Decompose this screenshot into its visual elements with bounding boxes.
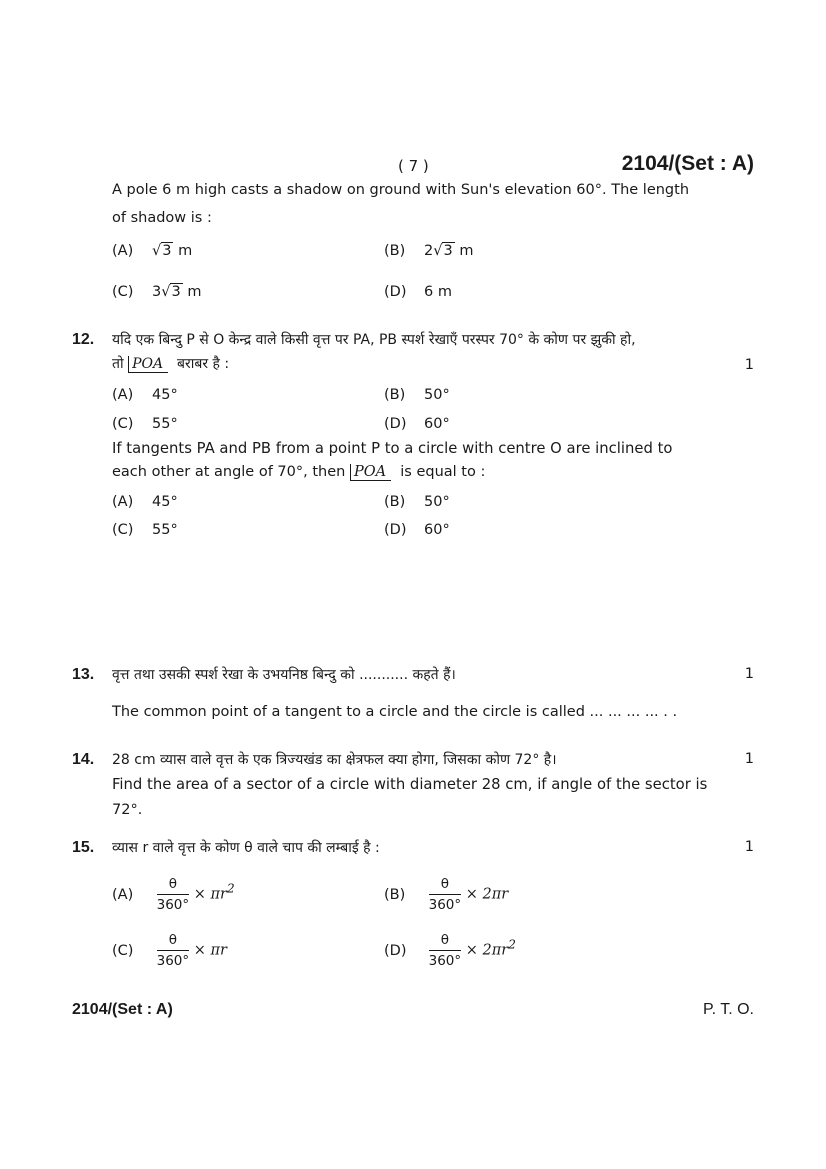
pto-label: P. T. O.	[703, 1001, 754, 1018]
q12-en-option-c: (C) 55°	[112, 522, 178, 538]
option-letter: (C)	[112, 284, 134, 300]
q12-hi-option-d: (D) 60°	[384, 416, 450, 432]
angle-poa: POA	[128, 356, 168, 373]
q11-option-b: (B) 2√3 m	[384, 243, 474, 259]
q12-english-line2: each other at angle of 70°, then POA is equal to :	[112, 464, 486, 480]
q15-option-a: (A) $\frac{\theta}{360^\circ}$ × $\pi r^2$	[112, 876, 235, 913]
q15-marks: 1	[744, 839, 754, 855]
q12-marks: 1	[744, 357, 754, 373]
fraction: $\frac{\theta}{360^\circ}$	[428, 876, 462, 913]
q15-number: 15.	[72, 839, 95, 856]
option-letter: (A)	[112, 243, 134, 259]
q12-en-option-a: (A) 45°	[112, 494, 178, 510]
q11-option-c: (C) 3√3 m	[112, 284, 202, 300]
set-code-footer: 2104/(Set : A)	[72, 1001, 173, 1018]
q15-option-d: (D) $\frac{\theta}{360^\circ}$ × $2\pi r^2$	[384, 932, 516, 969]
q12-number: 12.	[72, 331, 95, 348]
set-code-header: 2104/(Set : A)	[621, 152, 754, 175]
q12-hi-option-c: (C) 55°	[112, 416, 178, 432]
fraction: $\frac{\theta}{360^\circ}$	[428, 932, 462, 969]
q12-en-option-d: (D) 60°	[384, 522, 450, 538]
sqrt-expression: 3√3	[152, 284, 181, 300]
q11-option-a: (A) √3 m	[112, 243, 193, 259]
fraction: $\frac{\theta}{360^\circ}$	[156, 932, 190, 969]
q14-hindi-text: 28 cm व्यास वाले वृत्त के एक त्रिज्यखंड का क्षेत्रफल क्या होगा, जिसका कोण 72° है।	[112, 752, 557, 768]
option-letter: (C)	[112, 942, 134, 959]
option-letter: (A)	[112, 886, 134, 903]
q14-english-line2: 72°.	[112, 802, 143, 818]
q14-english-line1: Find the area of a sector of a circle with diameter 28 cm, if angle of the sector is	[112, 776, 708, 793]
q11-text-line2: of shadow is :	[112, 210, 212, 226]
q11-text-line1: A pole 6 m high casts a shadow on ground with Sun's elevation 60°. The length	[112, 182, 690, 198]
q12-english-line1: If tangents PA and PB from a point P to a circle with centre O are inclined to	[112, 440, 673, 457]
fraction: $\frac{\theta}{360^\circ}$	[156, 876, 190, 913]
q15-option-c: (C) $\frac{\theta}{360^\circ}$ × πr	[112, 932, 227, 969]
sqrt-expression: √3	[152, 243, 172, 259]
option-letter: (D)	[384, 284, 407, 300]
q14-number: 14.	[72, 751, 95, 768]
q13-english-text: The common point of a tangent to a circle and the circle is called ... ... ... ... . .	[112, 704, 678, 720]
angle-poa: POA	[350, 464, 391, 481]
q12-hindi-line1: यदि एक बिन्दु P से O केन्द्र वाले किसी वृत्त पर PA, PB स्पर्श रेखाएँ परस्पर 70° के कोण पर झुकी हो,	[112, 332, 636, 348]
q12-en-option-b: (B) 50°	[384, 494, 450, 510]
q12-hi-option-b: (B) 50°	[384, 387, 450, 403]
q11-option-d: (D) 6 m	[384, 284, 452, 300]
q13-number: 13.	[72, 666, 95, 683]
q13-hindi-text: वृत्त तथा उसकी स्पर्श रेखा के उभयनिष्ठ बिन्दु को ........... कहते हैं।	[112, 667, 456, 683]
sqrt-expression: 2√3	[424, 243, 453, 259]
option-letter: (B)	[384, 243, 406, 259]
q12-hindi-line2: तो POA बराबर है :	[112, 356, 230, 372]
q15-hindi-text: व्यास r वाले वृत्त के कोण θ वाले चाप की लम्बाई है :	[112, 840, 380, 856]
q12-hi-option-a: (A) 45°	[112, 387, 178, 403]
option-letter: (B)	[384, 886, 406, 903]
option-letter: (D)	[384, 942, 407, 959]
q13-marks: 1	[744, 666, 754, 682]
q14-marks: 1	[744, 751, 754, 767]
page-number: ( 7 )	[398, 157, 429, 175]
q15-option-b: (B) $\frac{\theta}{360^\circ}$ × 2πr	[384, 876, 509, 913]
